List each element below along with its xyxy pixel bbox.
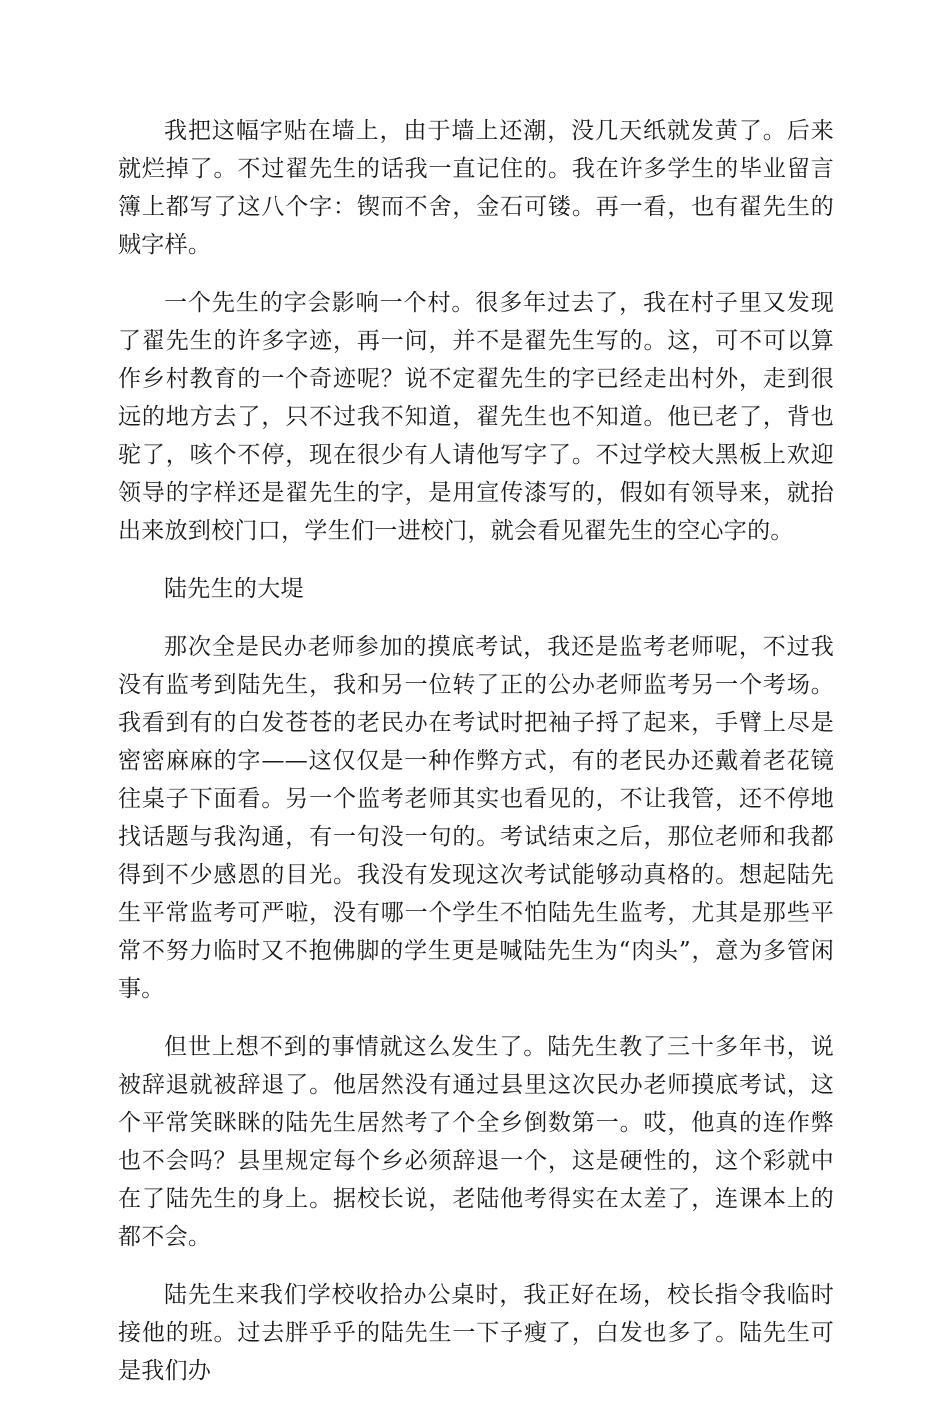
document-body: [118, 112, 834, 1410]
paragraph-3: 那次全是民办老师参加的摸底考试，我还是监考老师呢，不过我没有监考到陆先生，我和另一位转了正的公办老师监考另一个考场。我看到有的白发苍苍的老民办在考试时把袖子捋了起来，手臂上尽是密密麻麻的字——这仅仅是一种作弊方式，有的老民办还戴着老花镜往桌子下面看。另一个监考老师其实也看见的，不让我管，还不停地找话题与我沟通，有一句没一句的。考试结束之后，那位老师和我都得到不少感恩的目光。我没有发现这次考试能够动真格的。想起陆先生平常监考可严啦，没有哪一个学生不怕陆先生监考，尤其是那些平常不努力临时又不抱佛脚的学生更是喊陆先生为“肉头”，意为多管闲事。: [118, 634, 834, 1002]
paragraph-5: 陆先生来我们学校收拾办公桌时，我正好在场，校长指令我临时接他的班。过去胖乎乎的陆先生一下子瘦了，白发也多了。陆先生可是我们办: [118, 1282, 834, 1384]
paragraph-4: 但世上想不到的事情就这么发生了。陆先生教了三十多年书，说被辞退就被辞退了。他居然没有通过县里这次民办老师摸底考试，这个平常笑眯眯的陆先生居然考了个全乡倒数第一。哎，他真的连作弊也不会吗？县里规定每个乡必须辞退一个，这是硬性的，这个彩就中在了陆先生的身上。据校长说，老陆他考得实在太差了，连课本上的都不会。: [118, 1034, 834, 1250]
paragraph-2: 一个先生的字会影响一个村。很多年过去了，我在村子里又发现了翟先生的许多字迹，再一问，并不是翟先生写的。这，可不可以算作乡村教育的一个奇迹呢？说不定翟先生的字已经走出村外，走到很远的地方去了，只不过我不知道，翟先生也不知道。他已老了，背也驼了，咳个不停，现在很少有人请他写字了。不过学校大黑板上欢迎领导的字样还是翟先生的字，是用宣传漆写的，假如有领导来，就抬出来放到校门口，学生们一进校门，就会看见翟先生的空心字的。: [118, 290, 834, 544]
section-heading: 陆先生的大堤: [164, 576, 304, 602]
paragraph-1: 我把这幅字贴在墙上，由于墙上还潮，没几天纸就发黄了。后来就烂掉了。不过翟先生的话我一直记住的。我在许多学生的毕业留言簿上都写了这八个字：锲而不舍，金石可镂。再一看，也有翟先生的贼字样。: [118, 118, 834, 258]
